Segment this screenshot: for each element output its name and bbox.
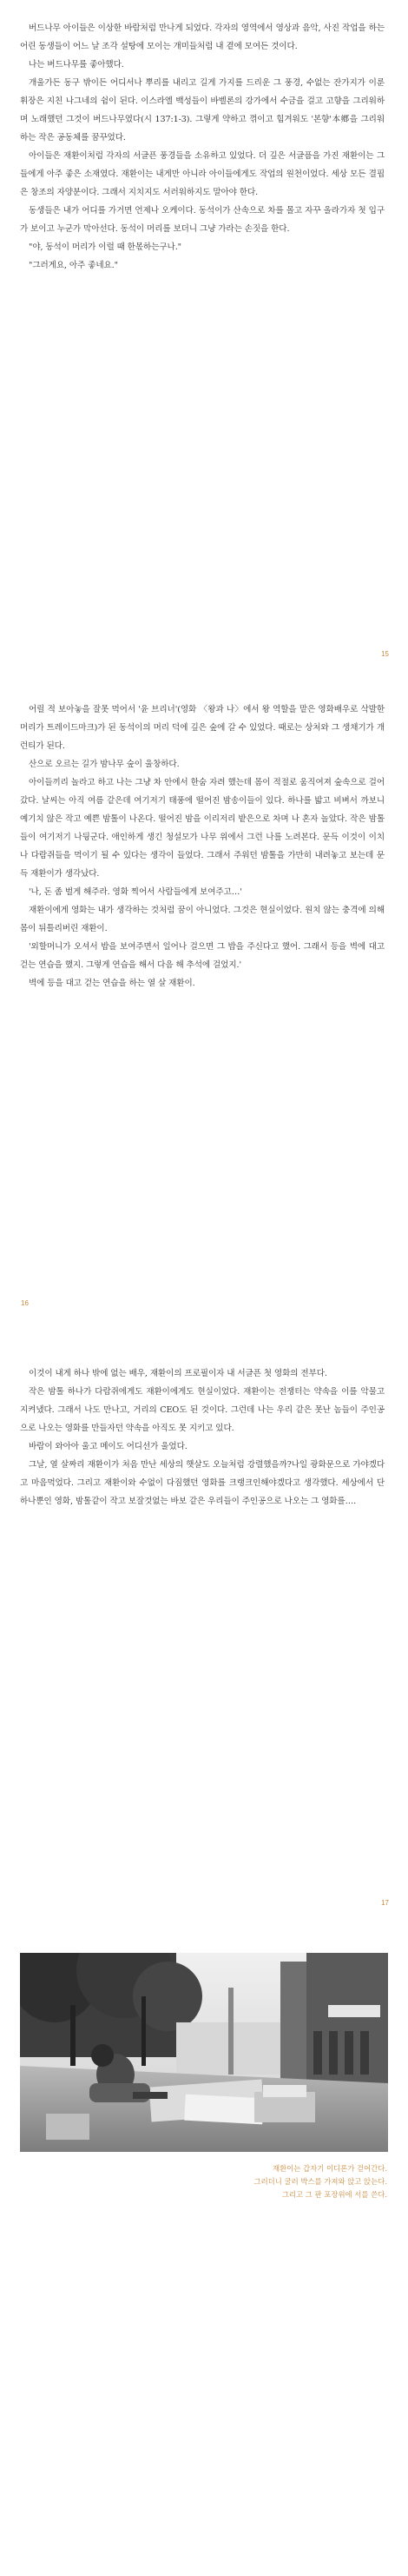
caption-line: 재환이는 갑자기 이디론가 걷어간다.: [272, 2164, 387, 2173]
paragraph: 나는 버드나무를 좋아했다.: [29, 60, 124, 70]
paragraph: '나, 돈 좀 벌게 해주라. 영화 찍어서 사람들에게 보여주고…': [29, 887, 242, 897]
body-text: [20, 19, 385, 275]
page-number: 17: [381, 1899, 389, 1907]
paragraph: 그날, 열 살짜리 재환이가 처음 만난 세상의 햇살도 오늘처럼 강렬했을까?나일 광화문으로 가야겠다고 마음먹었다. 그리고 재환이와 수없이 다짐했던 영화를 크랭크인해야겠다고 생각했다. 세상에서 단 하나뿐인 영화, 밤톨같이 작고 보잘것없는 바보 같은 우리들이 주인공으로 나오는 그 영화를….: [20, 1460, 385, 1506]
paragraph: 산으로 오르는 길가 밤나무 숲이 울창하다.: [29, 760, 180, 769]
page-17: [0, 1338, 408, 2576]
page-16: [0, 678, 408, 1338]
street-photo-illustration: [20, 1953, 388, 2152]
page-number: 15: [381, 650, 389, 658]
paragraph: 동생들은 내가 어디를 가거면 언제나 오케이다. 동석이가 산속으로 차를 몰고 자꾸 올라가자 첫 입구가 보이고 누군가 막아선다. 동석이 머리를 보더니 그냥 가라는 손짓을 한다.: [20, 206, 385, 234]
page-number: 16: [21, 1299, 29, 1307]
paragraph: 어릴 적 보아놓을 잘못 먹어서 '윤 브리너'(영화 〈왕과 나〉에서 왕 역할을 맡은 영화배우로 삭발한 머리가 트레이드마크)가 된 동석이의 머리 덕에 깊은 숲에 갈 수 있었다. 때로는 상처와 그 생채기가 개런티가 된다.: [20, 705, 385, 751]
paragraph: "야, 동석이 머리가 이럴 때 한몫하는구나.": [29, 242, 181, 252]
caption-line: 그러더니 굴러 박스를 가져와 앉고 앉는다.: [253, 2177, 387, 2186]
photo-caption: [214, 2162, 387, 2201]
paragraph: 이것이 내게 하나 밖에 없는 배우, 재환이의 프로필이자 내 서글픈 첫 영화의 전부다.: [29, 1369, 327, 1378]
paragraph: 개울가든 동구 밖이든 어디서나 뿌리를 내리고 길게 가지를 드리운 그 풍경, 수없는 잔가지가 이룬 휘장은 지친 나그네의 쉼이 된다. 이스라엘 백성들이 바벨론의 강가에서 수금을 걸고 고향을 그리워하며 노래했던 그것이 버드나무였다(시 137:1-3). 그렇게 약하고 꺾이고 힘겨워도 '본향'本鄕을 그리워하는 작은 공동체를 꿈꾸었다.: [20, 78, 385, 143]
page-15: [0, 0, 408, 678]
paragraph: 아이들끼리 놀라고 하고 나는 그냥 차 안에서 한숨 자려 했는데 몸이 적절로 움직여져 숲속으로 걸어갔다. 날씨는 아직 여름 같은데 여기저기 태풍에 떨어진 밤송이들이 있다. 하나를 밟고 비벼서 까보니 예기치 않은 작고 예쁜 밤톨이 나온다. 떨어진 밤을 이리저리 밭은으로 차며 나 혼자 놀았다. 작은 밤톨들이 여기저기 나뒹군다. 애인하게 생긴 청설모가 나무 위에서 그런 나를 노려본다. 문득 이것이 이치나 다람쥐들을 먹이기 될 수 있다는 생각이 들었다. 그래서 주워던 밤톨을 가만히 내려놓고 보는데 문득 재환이가 생각났다.: [20, 778, 385, 879]
street-photo: [20, 1953, 388, 2152]
paragraph: 바람이 와아아 울고 메이도 어디선가 울었다.: [29, 1442, 188, 1451]
paragraph: '외할머니가 오셔서 밥을 보여주면서 일어나 걸으면 그 밥을 주신다고 했어. 그래서 등을 벽에 대고 걷는 연습을 했지. 그렇게 연습을 해서 다음 해 추석에 걸었지.': [20, 942, 385, 970]
paragraph: 재환이에게 영화는 내가 생각하는 것처럼 꿈이 아니었다. 그것은 현실이었다. 원치 않는 충격에 의해 몸이 뒤틀리버린 재환이.: [20, 906, 385, 933]
paragraph: 아이들은 재환이처럼 각자의 서글픈 풍경들을 소유하고 있었다. 더 깊은 서글픔을 가진 재환이는 그들에게 아주 좋은 소재였다. 재환이는 내게만 아니라 아이들에게도 작업의 원천이었다. 세상 모든 결핍은 창조의 자양분이다. 그래서 지치지도 서러워하지도 말아야 한다.: [20, 151, 385, 197]
body-text: [20, 1364, 385, 1510]
paragraph: 벽에 등을 대고 걷는 연습을 하는 열 살 재환이.: [29, 979, 195, 988]
paragraph: "그러게요, 아주 좋네요.": [29, 261, 118, 270]
paragraph: 작은 밤톨 하나가 다람쥐에게도 재환이에게도 현실이었다. 재환이는 전쟁터는 약속을 이를 악물고 지켜냈다. 그래서 나도 만나고, 거리의 CEO도 된 것이다. 그런데 나는 우리 같은 못난 놈들이 주인공으로 나오는 영화를 만들자던 약속을 아직도 못 지키고 있다.: [20, 1387, 385, 1433]
body-text: [20, 700, 385, 993]
caption-line: 그리고 그 판 포장위에 서를 쓴다.: [281, 2190, 387, 2199]
paragraph: 버드나무 아이들은 이상한 바람처럼 만나게 되었다. 각자의 영역에서 영상과 음악, 사진 작업을 하는 어린 동생들이 어느 날 조각 설탕에 모이는 개미들처럼 내 곁에 모여든 것이다.: [20, 23, 385, 51]
